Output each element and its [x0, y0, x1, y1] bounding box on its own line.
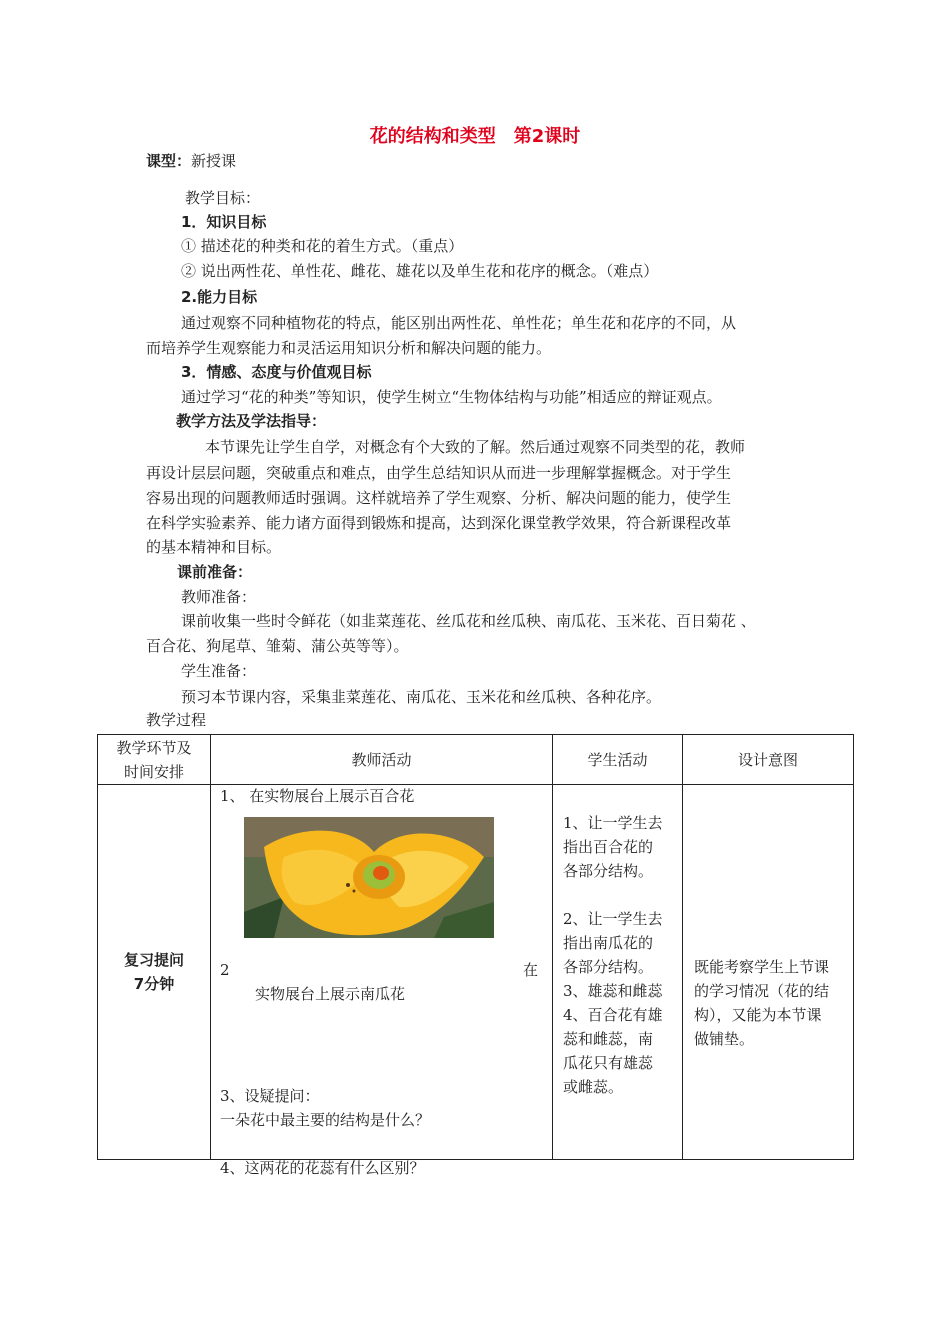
student-activity: [553, 785, 682, 1099]
design-intent: [683, 785, 853, 1051]
teacher-item-3: 3、设疑提问：: [220, 1087, 320, 1105]
emotion-line: 通过学习“花的种类”等知识，使学生树立“生物体结构与功能”相适应的辩证观点。: [181, 388, 722, 406]
stage-title: 复习提问: [123, 951, 184, 969]
student-prep-line: 预习本节课内容，采集韭菜莲花、南瓜花、玉米花和丝瓜秧、各种花序。: [181, 688, 662, 706]
student-line: 2、让一学生去: [563, 910, 663, 928]
stage-time: 7分钟: [133, 975, 175, 993]
teacher-prep-line: 课前收集一些时令鲜花（如韭菜莲花、丝瓜花和丝瓜秧、南瓜花、玉米花、百日菊花 、: [181, 612, 756, 630]
intent-line: 既能考察学生上节课: [694, 958, 830, 976]
objectives-heading: 教学目标：: [185, 189, 261, 207]
intent-cell: [683, 785, 854, 1160]
teacher-item-4: 4、这两花的花蕊有什么区别？: [220, 1159, 425, 1177]
prep-heading: 课前准备：: [177, 563, 253, 581]
student-line: 指出南瓜花的: [563, 934, 654, 952]
process-table: [97, 734, 854, 1177]
method-line: 本节课先让学生自学，对概念有个大致的了解。然后通过观察不同类型的花，教师: [205, 438, 746, 456]
emotion-heading: 3．情感、态度与价值观目标: [181, 363, 372, 381]
student-line: 各部分结构。: [563, 958, 654, 976]
knowledge-heading: 1．知识目标: [181, 213, 267, 231]
ability-line: 通过观察不同种植物花的特点，能区别出两性花、单性花；单生花和花序的不同，从: [181, 314, 737, 332]
student-line: 瓜花只有雄蕊: [563, 1054, 654, 1072]
teacher-prep-label: 教师准备：: [181, 588, 257, 606]
student-cell: [553, 785, 683, 1160]
page-title: 花的结构和类型 第2课时: [369, 126, 581, 147]
lesson-type-value: 新授课: [191, 152, 237, 170]
method-line: 容易出现的问题教师适时强调。这样就培养了学生观察、分析、解决问题的能力，使学生: [146, 489, 732, 507]
teacher-question: 一朵花中最主要的结构是什么？: [220, 1111, 431, 1129]
ability-line: 而培养学生观察能力和灵活运用知识分析和解决问题的能力。: [146, 339, 552, 357]
student-line: 指出百合花的: [563, 838, 654, 856]
header-stage: 教学环节及时间安排: [98, 735, 211, 785]
lesson-type-label: 课型：: [146, 152, 192, 170]
knowledge-item: ① 描述花的种类和花的着生方式。（重点）: [181, 237, 464, 255]
knowledge-item: ② 说出两性花、单性花、雌花、雄花以及单生花和花序的概念。（难点）: [181, 262, 659, 280]
process-label: 教学过程: [146, 711, 207, 729]
intent-line: 做铺垫。: [694, 1030, 755, 1048]
method-line: 的基本精神和目标。: [146, 538, 282, 556]
student-line: 1、让一学生去: [563, 814, 663, 832]
teacher-cell: [211, 785, 553, 1177]
student-line: 或雌蕊。: [563, 1078, 624, 1096]
student-line: [563, 883, 682, 907]
teacher-item-1: 1、 在实物展台上展示百合花: [220, 787, 415, 805]
pumpkin-flower-photo: [244, 817, 494, 938]
student-line: 蕊和雌蕊，南: [563, 1030, 654, 1048]
table-header-row: [98, 735, 854, 785]
student-prep-label: 学生准备：: [181, 662, 257, 680]
method-line: 在科学实验素养、能力诸方面得到锻炼和提高，达到深化课堂教学效果，符合新课程改革: [146, 514, 732, 532]
teacher-item-2-line2: 实物展台上展示南瓜花: [255, 985, 406, 1003]
method-heading: 教学方法及学法指导：: [176, 412, 327, 430]
teacher-item-2-tail: 在: [523, 961, 539, 979]
teacher-prep-line: 百合花、狗尾草、雏菊、蒲公英等等）。: [146, 637, 409, 655]
header-teacher: 教师活动: [211, 735, 553, 785]
header-student: 学生活动: [553, 735, 683, 785]
table-row: [98, 785, 854, 1160]
teacher-item-2-number: 2: [220, 961, 230, 979]
header-intent: 设计意图: [683, 735, 854, 785]
intent-line: 的学习情况（花的结: [694, 982, 830, 1000]
method-line: 再设计层层问题，突破重点和难点，由学生总结知识从而进一步理解掌握概念。对于学生: [146, 464, 732, 482]
ability-heading: 2.能力目标: [181, 288, 258, 306]
student-line: 4、百合花有雄: [563, 1006, 663, 1024]
student-line: 3、雄蕊和雌蕊: [563, 982, 663, 1000]
lesson-type: [146, 150, 236, 172]
stage-cell: [98, 785, 211, 1160]
student-line: 各部分结构。: [563, 862, 654, 880]
intent-line: 构），又能为本节课: [694, 1006, 822, 1024]
